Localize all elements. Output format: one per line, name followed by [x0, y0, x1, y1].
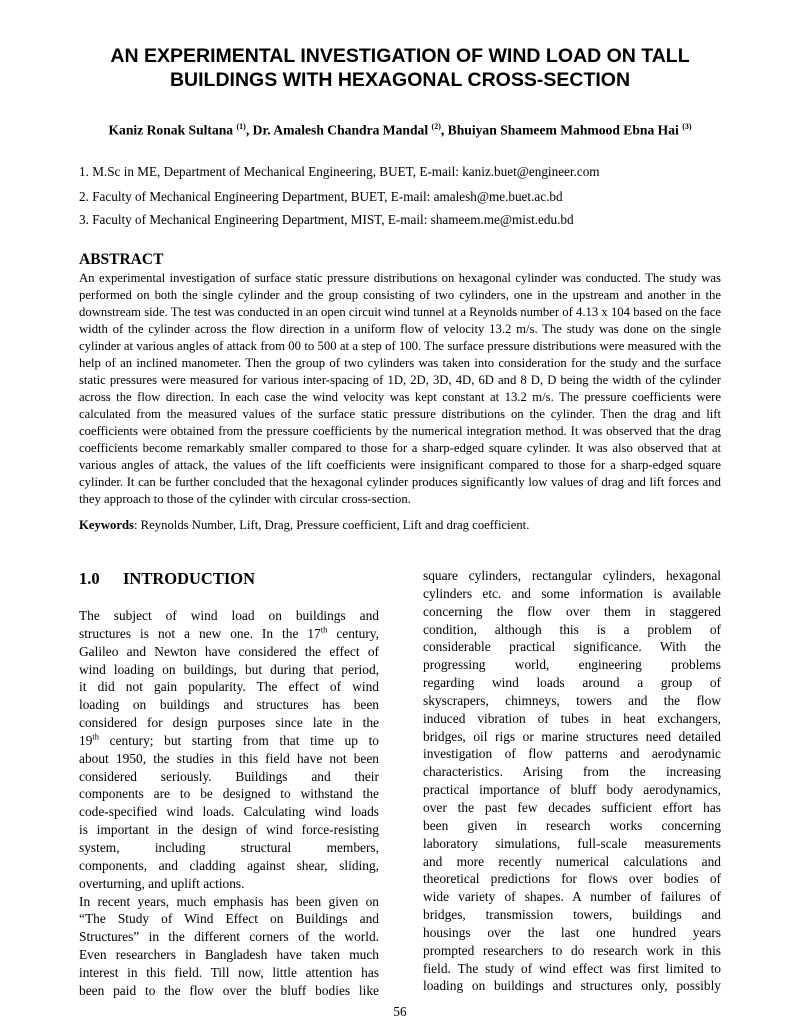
paper-title [60, 44, 740, 92]
text-line: considered seriously. Buildings and their [79, 768, 379, 784]
text-line: wide variety of shapes. A number of failures of [423, 889, 721, 905]
text-fragment: century; but starting from that time up to [99, 732, 379, 748]
text-line: considerable practical significance. With the [423, 639, 721, 655]
text-line: progressing world, engineering problems [423, 657, 721, 673]
text-line: laboratory simulations, full-scale measurements [423, 835, 721, 851]
text-line: wind loading on buildings, but during that period, [79, 661, 379, 677]
abstract-text: An experimental investigation of surface static pressure distributions on hexagonal cylinder was conducted. The study was performed on both the single cylinder and the group consisting of two cylinders, one in the upstream and another in the downstream side. The test was conducted in an open circuit wind tunnel at a Reynolds number of 4.13 x 104 based on the face width of the cylinder across the flow direction in a uniform flow of velocity 13.2 m/s. The study was done on the single cylinder at various angles of attack from 00 to 500 at a step of 100. The surface pressure distributions were measured with the help of an inclined manometer. Then the group of two cylinders was taken into consideration for the study and the surface static pressures were measured for various inter-spacing of 1D, 2D, 3D, 4D, 6D and 8 D, D being the width of the cylinder across the flow direction. In each case the wind velocity was kept constant at 13.2 m/s. The pressure coefficients were calculated from the measured values of the surface static pressure distributions on the cylinder. Then the drag and lift coefficients were obtained from the pressure coefficients by the numerical integration method. It was observed that the drag coefficients become remarkably smaller compared to those for a sharp-edged square cylinder. It was also observed that at various angles of attack, the values of the lift coefficients were insignificant compared to those for a sharp-edged square cylinder. It can be further concluded that the hexagonal cylinder produces significantly low values of drag and lift forces and they approach to those of the cylinder with circular cross-section. [79, 271, 721, 506]
author-separator: , [245, 122, 253, 138]
text-line: In recent years, much emphasis has been given on [79, 893, 379, 909]
text-line: overturning, and uplift actions. [79, 875, 245, 891]
text-line: it did not gain popularity. The effect of wind [79, 679, 379, 695]
text-line: interest in this field. Till now, little attention has [79, 964, 379, 980]
affiliation-1: 1. M.Sc in ME, Department of Mechanical Engineering, BUET, E-mail: kaniz.buet@engineer.com [79, 164, 600, 179]
affiliation-3: 3. Faculty of Mechanical Engineering Department, MIST, E-mail: shameem.me@mist.edu.bd [79, 212, 574, 227]
text-fragment: 19 [79, 732, 93, 748]
text-fragment: structures is not a new one. In the 17 [79, 625, 321, 641]
text-line: loading on buildings and structures has been [79, 697, 379, 713]
text-line: code-specified wind loads. Calculating wind loads [79, 804, 379, 820]
text-line: square cylinders, rectangular cylinders, hexagonal [423, 568, 721, 583]
keywords-line [79, 518, 529, 533]
text-line: loading on buildings and structures only, possibly [423, 978, 721, 994]
author-name: Kaniz Ronak Sultana [108, 122, 234, 138]
text-line: characteristics. Arising from the increasing [423, 764, 721, 780]
author-name: Dr. Amalesh Chandra Mandal [252, 122, 429, 138]
affiliation-2: 2. Faculty of Mechanical Engineering Department, BUET, E-mail: amalesh@me.buet.ac.bd [79, 189, 563, 204]
text-line: been paid to the flow over the bluff bodies like [79, 982, 379, 998]
author-affiliation-mark: (1) [236, 122, 246, 131]
author-list [60, 122, 740, 139]
text-line: prompted researchers to do research work in this [423, 942, 721, 958]
superscript-th: th [92, 731, 100, 742]
left-column [79, 607, 379, 1000]
text-line: induced vibration of tubes in heat exchangers, [423, 710, 721, 726]
text-line: Galileo and Newton have considered the effect of [79, 643, 379, 659]
author-separator: , [440, 122, 448, 138]
section-title: INTRODUCTION [123, 569, 256, 588]
text-line: components are to be designed to withstand the [79, 786, 379, 802]
author-affiliation-mark: (2) [431, 122, 441, 131]
text-line: components, and cladding against shear, sliding, [79, 857, 379, 873]
title-line-1: AN EXPERIMENTAL INVESTIGATION OF WIND LOAD ON TALL [110, 45, 690, 67]
text-line: and more recently numerical calculations and [423, 853, 721, 869]
text-line: skyscrapers, chimneys, towers and the flow [423, 692, 721, 708]
text-line: housings over the last one hundred years [423, 924, 721, 940]
superscript-th: th [320, 624, 328, 635]
right-column [423, 567, 721, 995]
text-line: about 1950, the studies in this field have not been [79, 750, 379, 766]
text-line: bridges, oil rigs or marine structures need detailed [423, 728, 721, 744]
text-line: system, including structural members, [79, 839, 379, 855]
page-number: 56 [393, 1004, 407, 1019]
text-line: regarding wind loads around a group of [423, 675, 721, 691]
text-line: theoretical predictions for flows over bodies of [423, 871, 721, 887]
text-line: field. The study of wind effect was first limited to [423, 960, 721, 976]
text-line: been given in research works concerning [423, 817, 721, 833]
section-heading [79, 569, 255, 589]
abstract-heading: ABSTRACT [79, 251, 164, 268]
section-number: 1.0 [79, 569, 100, 588]
keywords-label: Keywords [79, 518, 134, 532]
text-line: “The Study of Wind Effect on Buildings and [79, 911, 379, 927]
text-line: The subject of wind load on buildings and [79, 608, 379, 623]
text-line: is important in the design of wind force-resisting [79, 822, 379, 838]
text-line: practical importance of bluff body aerodynamics, [423, 782, 721, 798]
text-line: Structures” in the different corners of the world. [79, 929, 379, 945]
text-line: considered for design purposes since late in the [79, 715, 379, 731]
text-fragment: century, [327, 625, 379, 641]
text-line: concerning the flow over them in staggered [423, 603, 721, 619]
author-name: Bhuiyan Shameem Mahmood Ebna Hai [447, 122, 679, 138]
text-line [79, 732, 379, 750]
author-affiliation-mark: (3) [682, 122, 692, 131]
keywords-text: : Reynolds Number, Lift, Drag, Pressure coefficient, Lift and drag coefficient. [133, 518, 530, 532]
text-line: investigation of flow patterns and aerodynamic [423, 746, 721, 762]
text-line: bridges, transmission towers, buildings and [423, 907, 721, 923]
text-line [79, 625, 379, 643]
text-line: condition, although this is a problem of [423, 621, 721, 637]
text-line: cylinders etc. and some information is available [423, 585, 721, 601]
text-line: over the past few decades sufficient effort has [423, 799, 721, 815]
text-line: Even researchers in Bangladesh have taken much [79, 947, 379, 963]
title-line-2: BUILDINGS WITH HEXAGONAL CROSS-SECTION [169, 69, 631, 91]
